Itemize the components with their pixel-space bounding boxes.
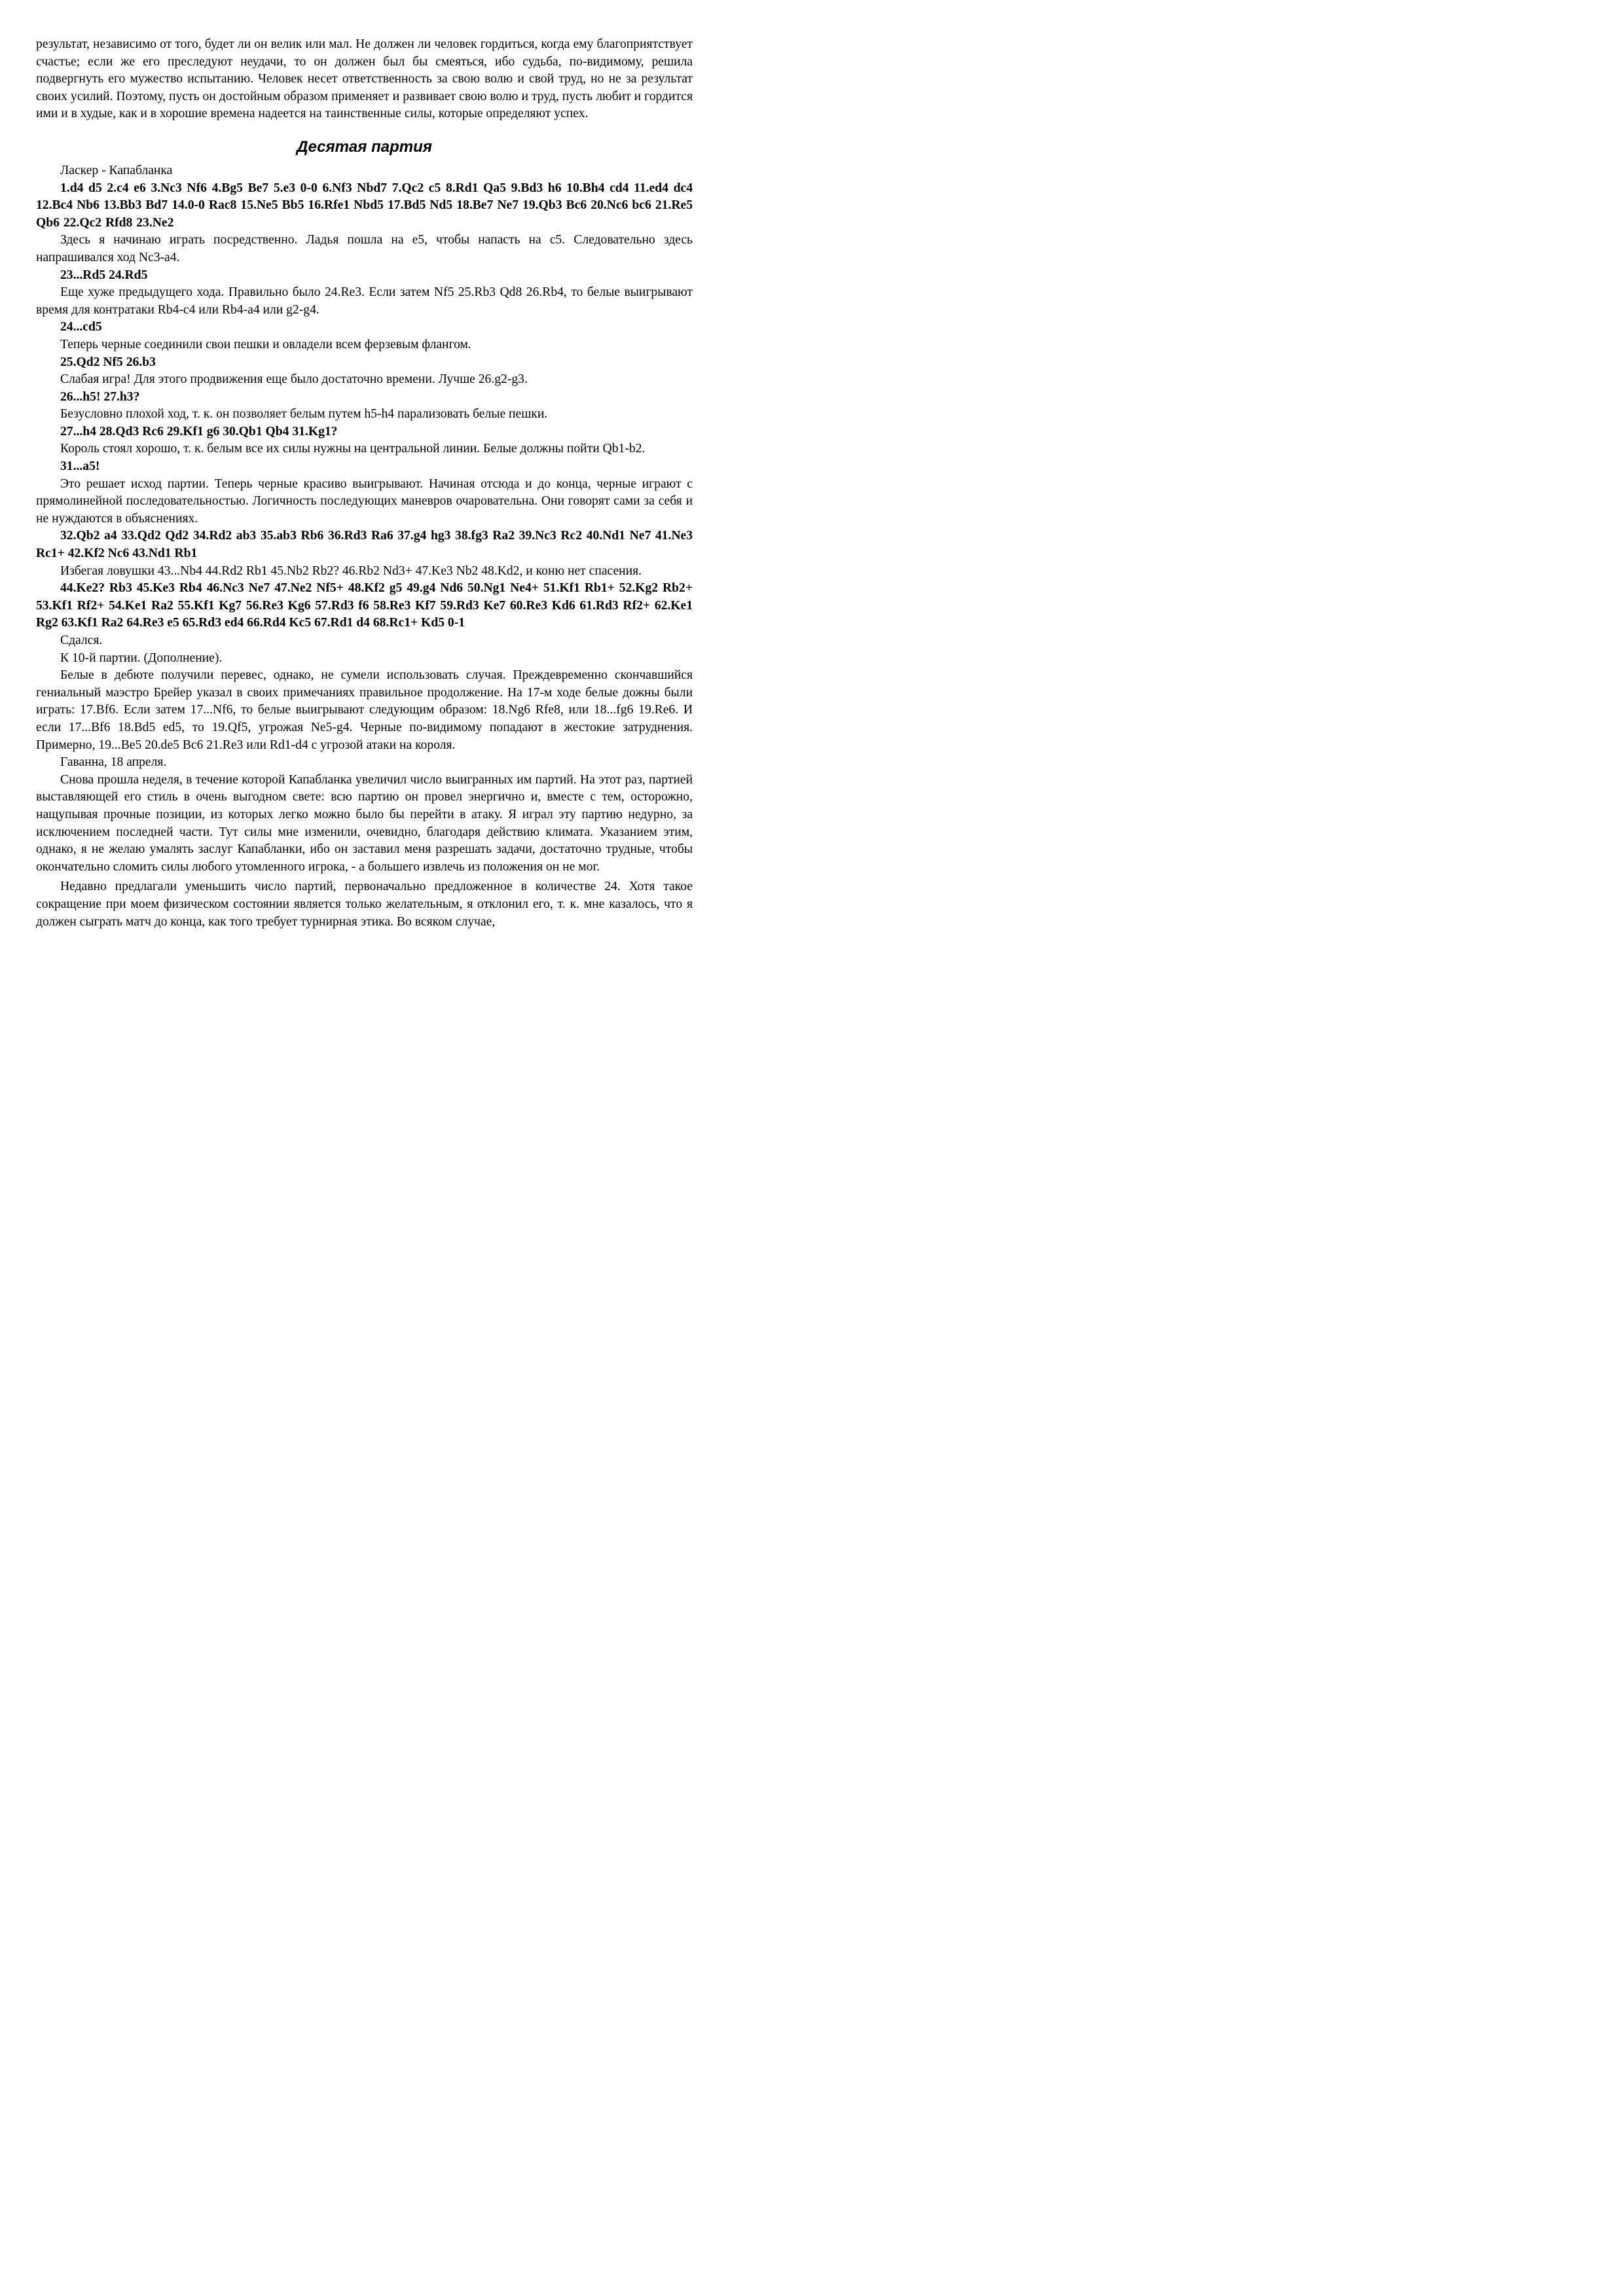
body-paragraph: Снова прошла неделя, в течение которой Капабланка увеличил число выигранных им партий. На этот раз, партией выставляющей его стиль в очень выгодном свете: всю партию он провел энергично и, вместе с тем, осторожно, нащупывая прочные позиции, из которых легко можно было бы перейти в атаку. Я играл эту партию недурно, за исключением последней части. Тут силы мне изменили, очевидно, благодаря действию климата. Указанием этим, однако, я не желаю умалять заслуг Капабланки, ибо он заставил меня разрешать задачи, достаточно трудные, чтобы окончательно сломить силы любого утомленного игрока, - а большего извлечь из положения он не мог.	[36, 772, 693, 874]
intro-paragraph: результат, независимо от того, будет ли он велик или мал. Не должен ли человек гордиться, когда ему благоприятствует счастье; если же его преследуют неудачи, то он должен был бы смеяться, ибо судьба, по-видимому, решила подвергнуть его мужество испытанию. Человек несет ответственность за свою волю и свой труд, но не за результат своих усилий. Поэтому, пусть он достойным образом применяет и развивает свою волю и труд, пусть любит и гордится ими и в худые, как и в хорошие времена надеется на таинственные силы, которые определяют успех.	[36, 37, 693, 121]
moves-block: 26...h5! 27.h3?	[60, 389, 140, 404]
annotation-paragraph: Здесь я начинаю играть посредственно. Ладья пошла на е5, чтобы напасть на с5. Следовательно здесь напрашивался ход Nc3-a4.	[36, 233, 693, 264]
moves-block: 1.d4 d5 2.c4 e6 3.Nc3 Nf6 4.Bg5 Be7 5.e3 0-0 6.Nf3 Nbd7 7.Qc2 c5 8.Rd1 Qa5 9.Bd3 h6 10.Bh4 cd4 11.ed4 dc4 12.Bc4 Nb6 13.Bb3 Bd7 14.0-0 Rac8 15.Ne5 Bb5 16.Rfe1 Nbd5 17.Bd5 Nd5 18.Be7 Ne7 19.Qb3 Bc6 20.Nc6 bc6 21.Re5 Qb6 22.Qc2 Rfd8 23.Ne2	[36, 181, 693, 230]
addendum-paragraph: Белые в дебюте получили перевес, однако, не сумели использовать случая. Преждевременно скончавшийся гениальный маэстро Брейер указал в своих примечаниях правильное продолжение. На 17-м ходе белые дожны были играть: 17.Bf6. Если затем 17...Nf6, то белые выигрывают следующим образом: 18.Ng6 Rfe8, или 18...fg6 19.Re6. И если 17...Bf6 18.Bd5 ed5, то 19.Qf5, угрожая Ne5-g4. Черные по-видимому попадают в жестокие затруднения. Примерно, 19...Be5 20.de5 Bc6 21.Re3 или Rd1-d4 с угрозой атаки на короля.	[36, 668, 693, 752]
annotation-paragraph: Теперь черные соединили свои пешки и овладели всем ферзевым флангом.	[60, 337, 471, 351]
annotation-paragraph: Безусловно плохой ход, т. к. он позволяет белым путем h5-h4 парализовать белые пешки.	[60, 407, 548, 422]
moves-block: 44.Ke2? Rb3 45.Ke3 Rb4 46.Nc3 Ne7 47.Ne2 Nf5+ 48.Kf2 g5 49.g4 Nd6 50.Ng1 Ne4+ 51.Kf1 Rb1+ 52.Kg2 Rb2+ 53.Kf1 Rf2+ 54.Ke1 Ra2 55.Kf1 Kg7 56.Re3 Kg6 57.Rd3 f6 58.Re3 Kf7 59.Rd3 Ke7 60.Re3 Kd6 61.Rd3 Rf2+ 62.Ke1 Rg2 63.Kf1 Ra2 64.Re3 e5 65.Rd3 ed4 66.Rd4 Kc5 67.Rd1 d4 68.Rc1+ Kd5 0-1	[36, 581, 693, 630]
moves-block: 25.Qd2 Nf5 26.b3	[60, 355, 156, 369]
moves-block: 32.Qb2 a4 33.Qd2 Qd2 34.Rd2 ab3 35.ab3 Rb6 36.Rd3 Ra6 37.g4 hg3 38.fg3 Ra2 39.Nc3 Rc2 40.Nd1 Ne7 41.Ne3 Rc1+ 42.Kf2 Nc6 43.Nd1 Rb1	[36, 529, 693, 561]
players-line: Ласкер - Капабланка	[60, 163, 173, 177]
moves-block: 24...cd5	[60, 320, 102, 334]
annotation-paragraph: Король стоял хорошо, т. к. белым все их силы нужны на центральной линии. Белые должны пойти Qb1-b2.	[60, 442, 646, 456]
document-page	[36, 36, 693, 931]
annotation-paragraph: Еще хуже предыдущего хода. Правильно было 24.Re3. Если затем Nf5 25.Rb3 Qd8 26.Rb4, то белые выигрывают время для контратаки Rb4-c4 или Rb4-a4 или g2-g4.	[36, 285, 693, 317]
body-paragraph: Недавно предлагали уменьшить число партий, первоначально предложенное в количестве 24. Хотя такое сокращение при моем физическом состоянии является только желательным, я отклонил его, т. к. мне казалось, что я должен сыграть матч до конца, как того требует турнирная этика. Во всяком случае,	[36, 880, 693, 929]
moves-block: 23...Rd5 24.Rd5	[60, 268, 148, 282]
section-title: Десятая партия	[297, 137, 432, 156]
annotation-paragraph: Это решает исход партии. Теперь черные красиво выигрывают. Начиная отсюда и до конца, черные играют с прямолинейной последовательностью. Логичность последующих маневров очаровательна. Они говорят сами за себя и не нуждаются в объяснениях.	[36, 476, 693, 526]
moves-block: 31...a5!	[60, 459, 100, 474]
addendum-heading: К 10-й партии. (Дополнение).	[60, 651, 223, 665]
dateline: Гаванна, 18 апреля.	[60, 755, 167, 770]
annotation-paragraph: Слабая игра! Для этого продвижения еще было достаточно времени. Лучше 26.g2-g3.	[60, 372, 528, 387]
annotation-paragraph: Избегая ловушки 43...Nb4 44.Rd2 Rb1 45.Nb2 Rb2? 46.Rb2 Nd3+ 47.Ke3 Nb2 48.Kd2, и коню нет спасения.	[60, 564, 642, 578]
moves-block: 27...h4 28.Qd3 Rc6 29.Kf1 g6 30.Qb1 Qb4 31.Kg1?	[60, 424, 338, 439]
annotation-paragraph: Сдался.	[60, 634, 103, 647]
